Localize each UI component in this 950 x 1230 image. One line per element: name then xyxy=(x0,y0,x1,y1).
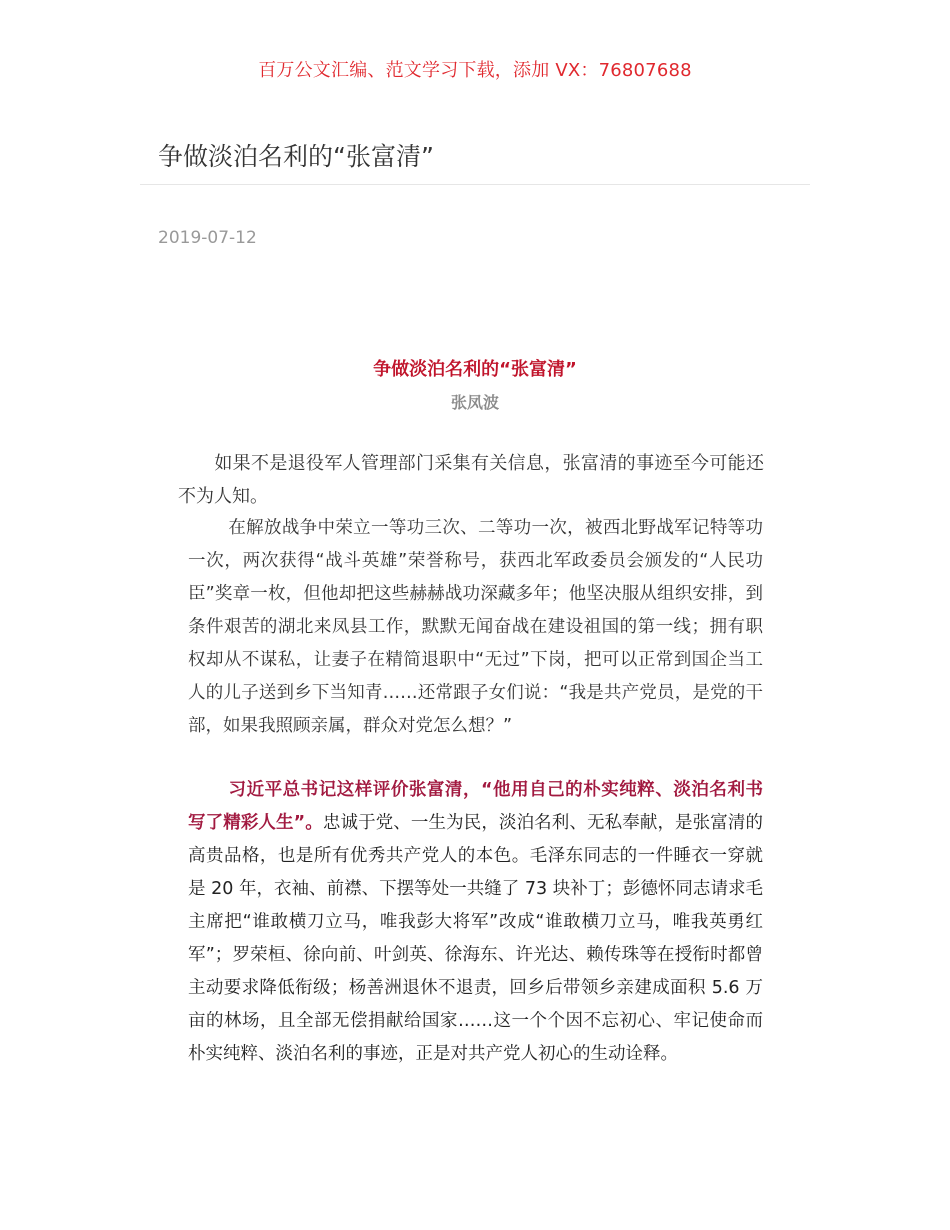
promo-banner: 百万公文汇编、范文学习下载，添加 VX：76807688 xyxy=(258,60,692,81)
paragraph-2-text: 在解放战争中荣立一等功三次、二等功一次，被西北野战军记特等功一次，两次获得“战斗英雄”荣誉称号，获西北军政委员会颁发的“人民功臣”奖章一枚，但他却把这些赫赫战功深藏多年；他坚决服从组织安排，到条件艰苦的湖北来凤县工作，默默无闻奋战在建设祖国的第一线；拥有职权却从不谋私，让妻子在精简退职中“无过”下岗，把可以正常到国企当工人的儿子送到乡下当知青……还常跟子女们说：“我是共产党员，是党的干部，如果我照顾亲属，群众对党怎么想？” xyxy=(188,518,763,736)
title-divider xyxy=(140,184,810,185)
paragraph-1 xyxy=(178,447,764,513)
paragraph-2 xyxy=(188,512,763,743)
paragraph-1-text: 如果不是退役军人管理部门采集有关信息，张富清的事迹至今可能还不为人知。 xyxy=(178,453,764,507)
paragraph-3-highlight: 习近平总书记这样评价张富清，“他用自己的朴实纯粹、淡泊名利书写了精彩人生”。 xyxy=(188,780,763,833)
paragraph-3-text: 忠诚于党、一生为民，淡泊名利、无私奉献，是张富清的高贵品格，也是所有优秀共产党人的本色。毛泽东同志的一件睡衣一穿就是 20 年，衣袖、前襟、下摆等处一共缝了 73 块补丁；彭德怀同志请求毛主席把“谁敢横刀立马，唯我彭大将军”改成“谁敢横刀立马，唯我英勇红军”；罗荣桓、徐向前、叶剑英、徐海东、许光达、赖传珠等在授衔时都曾主动要求降低衔级；杨善洲退休不退责，回乡后带领乡亲建成面积 5.6 万亩的林场，且全部无偿捐献给国家……这一个个因不忘初心、牢记使命而朴实纯粹、淡泊名利的事迹，正是对共产党人初心的生动诠释。 xyxy=(188,813,763,1064)
content-author: 张凤波 xyxy=(450,393,499,412)
page-title: 争做淡泊名利的“张富清” xyxy=(158,142,434,171)
content-heading: 争做淡泊名利的“张富清” xyxy=(373,359,577,380)
publish-date: 2019-07-12 xyxy=(158,228,257,248)
paragraph-3 xyxy=(188,774,763,1071)
